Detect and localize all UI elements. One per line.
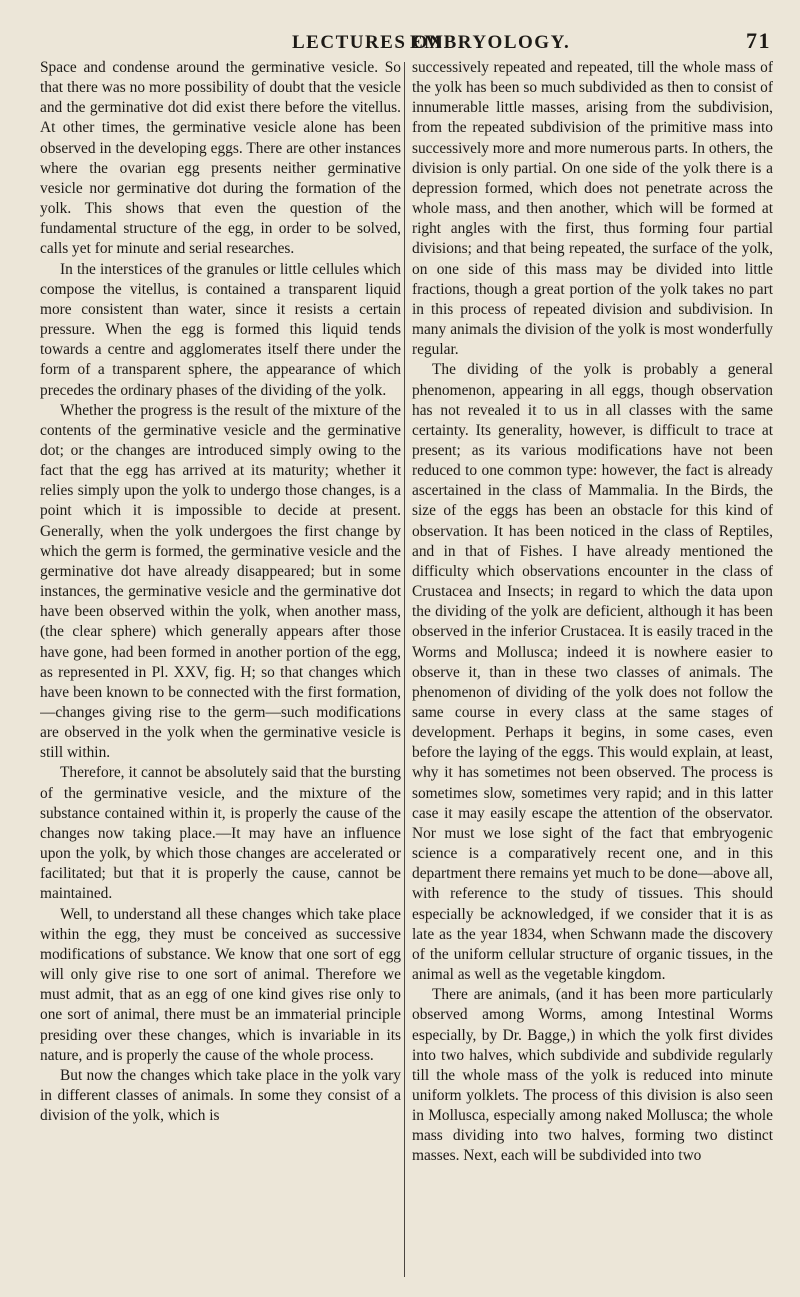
paragraph: There are animals, (and it has been more particularly observed among Worms, among Intestinal Worms especially, by Dr. Bagge,) in which the yolk first divides into two halves, which subdivide and subdivide regularly till the whole mass of the yolk is reduced into minute uniform yolklets. The process of this division is also seen in Mollusca, especially among naked Mollusca; the whole mass dividing into two halves, forming two distinct masses. Next, each will be subdivided into two xyxy=(412,986,773,1165)
paragraph: Whether the progress is the result of the mixture of the contents of the germinative vesicle and the germinative dot; or the changes are introduced simply owing to the fact that the egg has arrived at its maturity; whether it relies simply upon the yolk to undergo those changes, is a point which it is impossible to decide at present. Generally, when the yolk undergoes the first change by which the germ is formed, the germinative vesicle and the germinative dot have already disappeared; but in some instances, the germinative vesicle and the germinative dot have been observed within the yolk, when another mass, (the clear sphere) which generally appears after those have gone, had been formed in another portion of the egg, as represented in Pl. XXV, fig. H; so that changes which have been known to be connected with the first formation,—changes giving rise to the germ—such modifications are observed in the yolk when the germinative vesicle is still within. xyxy=(40,401,401,762)
column-divider xyxy=(404,62,405,1277)
right-column xyxy=(412,58,773,1283)
left-column xyxy=(40,58,401,1283)
paragraph: Therefore, it cannot be absolutely said that the bursting of the germinative vesicle, and the mixture of the substance contained within it, is properly the cause of the changes now taking place.—It may have an influence upon the yolk, by which those changes are accelerated or facilitated; but that it is properly the cause, cannot be maintained. xyxy=(40,764,401,903)
paragraph: Space and condense around the germinative vesicle. So that there was no more possibility of doubt that the vesicle and the germinative dot did exist there before the vitellus. At other times, the germinative vesicle alone has been observed in the developing eggs. There are other instances where the ovarian egg presents neither germinative vesicle nor germinative dot during the formation of the yolk. This shows that even the question of the fundamental structure of the egg, in order to be solved, calls yet for minute and serial researches. xyxy=(40,59,401,258)
paragraph: In the interstices of the granules or little cellules which compose the vitellus, is contained a transparent liquid more consistent than water, since it resists a certain pressure. When the egg is formed this liquid tends towards a centre and agglomerates itself there under the form of a transparent sphere, the appearance of which precedes the ordinary phases of the dividing of the yolk. xyxy=(40,260,401,399)
page-number: 71 xyxy=(746,28,771,53)
header-left-title: LECTURES ON xyxy=(292,32,445,53)
paragraph: Well, to understand all these changes which take place within the egg, they must be conceived as successive modifications of substance. We know that one sort of egg will only give rise to one sort of animal. Therefore we must admit, that as an egg of one kind gives rise only to one sort of animal, there must be an immaterial principle presiding over these changes, which is invariable in its nature, and is properly the cause of the whole process. xyxy=(40,905,401,1064)
paragraph: But now the changes which take place in the yolk vary in different classes of animals. In some they consist of a division of the yolk, which is xyxy=(40,1066,401,1125)
paragraph: successively repeated and repeated, till the whole mass of the yolk has been so much subdivided as then to consist of innumerable little masses, arising from the subdivision, from the repeated subdivision of the primitive mass into successively more and more numerous parts. In others, the division is only partial. On one side of the yolk there is a depression formed, which does not penetrate across the whole mass, and then another, which will be formed at right angles with the first, thus forming four partial divisions; and that being repeated, the surface of the yolk, on one side of this mass may be divided into little fractions, though a great portion of the yolk takes no part in this process of repeated division and subdivision. In many animals the division of the yolk is most wonderfully regular. xyxy=(412,59,773,359)
header-right-title: EMBRYOLOGY. xyxy=(410,32,571,53)
running-header xyxy=(0,18,800,53)
paragraph: The dividing of the yolk is probably a general phenomenon, appearing in all eggs, though observation has not revealed it to us in all classes with the same certainty. Its generality, however, is difficult to trace at present; as its various modifications have not been reduced to one common type: however, the fact is already ascertained in the class of Mammalia. In the Birds, the size of the eggs has been an obstacle for this kind of observation. It has been noticed in the class of Reptiles, and in that of Fishes. I have already mentioned the difficulty which observations encounter in the class of Crustacea and Insects; in regard to which the data upon the dividing of the yolk are deficient, although it has been observed in the inferior Crustacea. It is easily traced in the Worms and Mollusca; indeed it is nowhere easier to observe it, than in these two classes of animals. The phenomenon of dividing of the yolk does not follow the same course in every class at the same stages of development. Perhaps it begins, in some cases, even before the laying of the eggs. This would explain, at least, why it has sometimes not been observed. The process is sometimes slow, sometimes very rapid; and in this latter case it may easily escape the attention of the observator. Nor must we lose sight of the fact that embryogenic science is a comparatively recent one, and in this department there remains yet much to be done—above all, with reference to the study of tissues. This should especially be acknowledged, if we consider that it is as late as the year 1834, when Schwann made the discovery of the uniform cellular structure of organic tissues, in the animal as well as the vegetable kingdom. xyxy=(412,361,773,984)
